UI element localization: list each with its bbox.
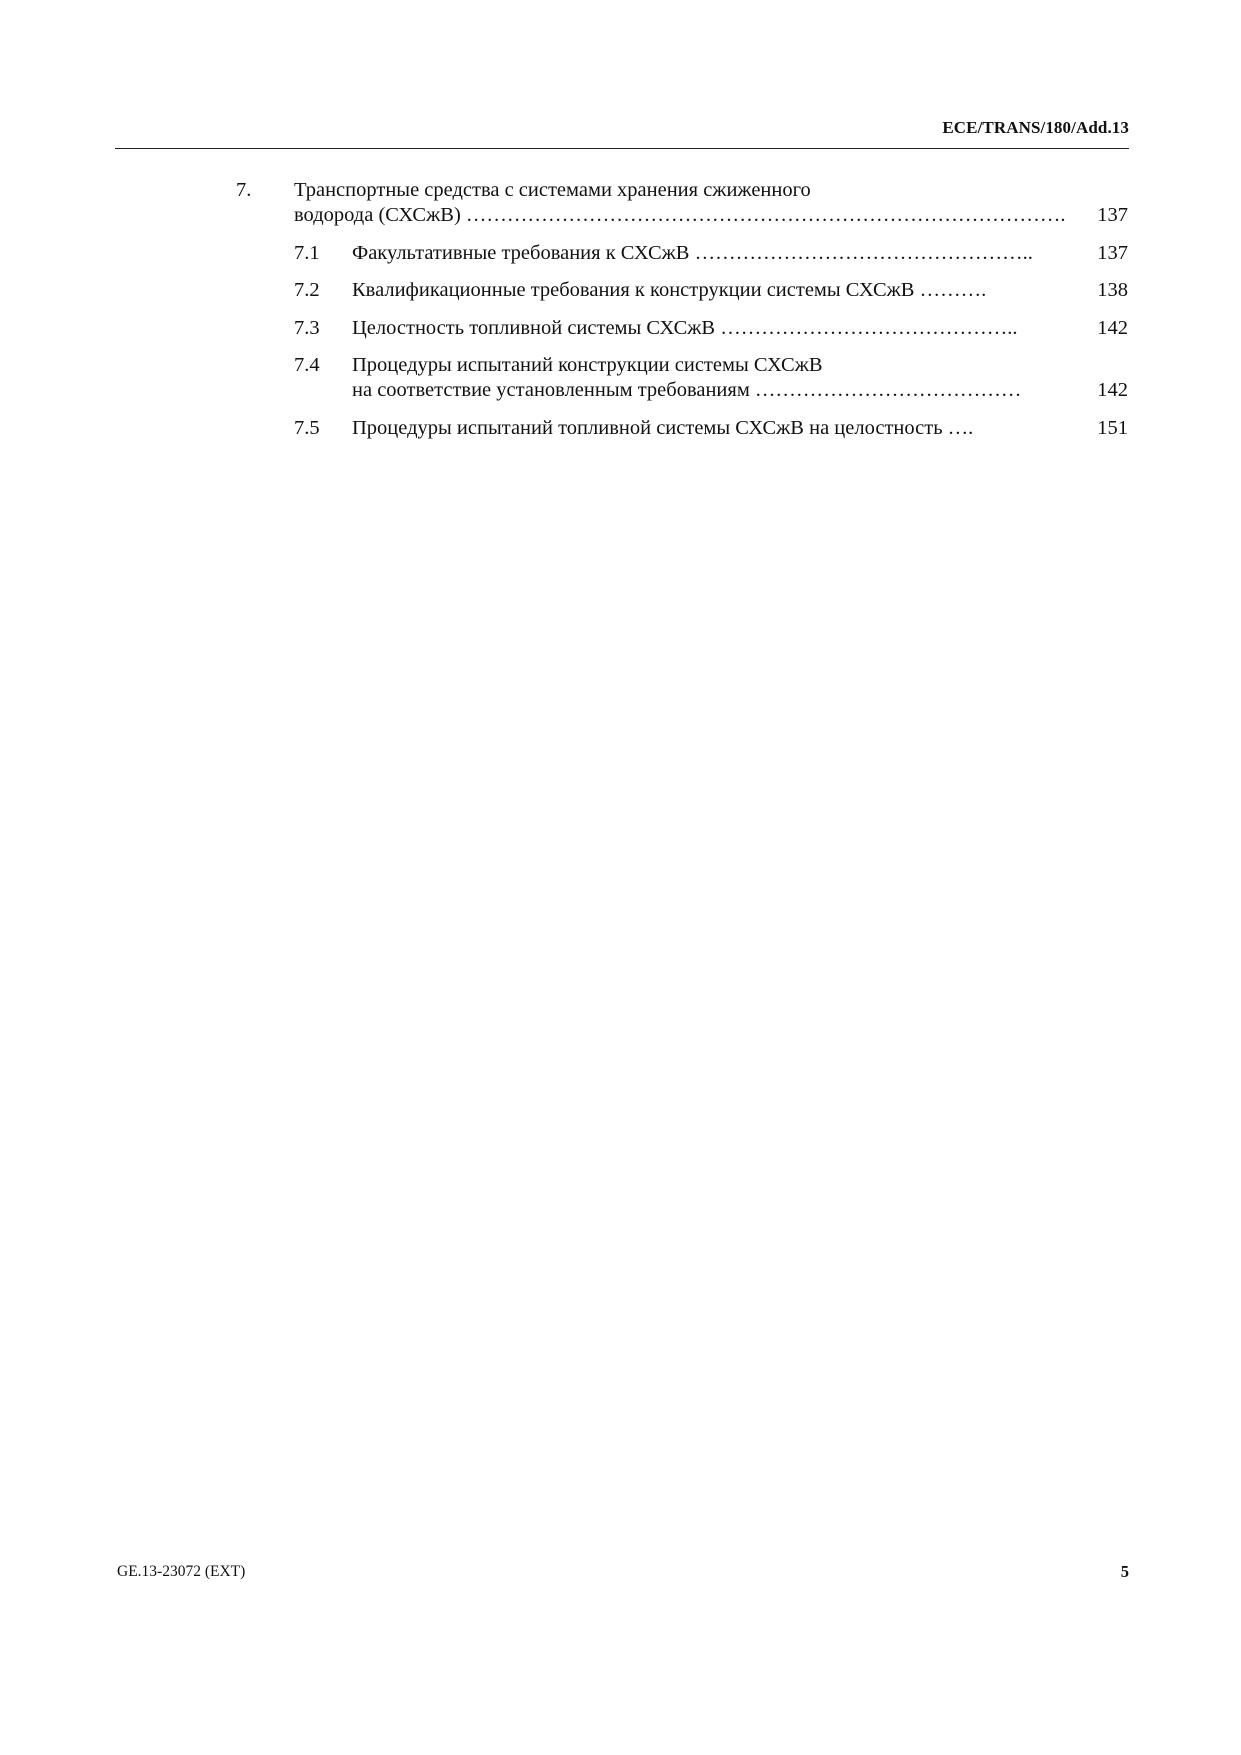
footer-job-number: GE.13-23072 (EXT)	[117, 1563, 246, 1580]
toc-entry-title: Целостность топливной системы СХСжВ ……………………………………..	[352, 317, 1018, 339]
footer-page-number: 5	[1120, 1562, 1129, 1581]
document-symbol: ECE/TRANS/180/Add.13	[942, 118, 1129, 137]
toc-entry-number: 7.2	[294, 279, 320, 301]
toc-entry-title-line2: на соответствие установленным требованиям …………………………………	[352, 379, 1022, 401]
toc-entry-number: 7.3	[294, 317, 320, 339]
toc-entry-title: Процедуры испытаний топливной системы СХСжВ на целостность ….	[352, 417, 974, 439]
header-rule	[115, 148, 1129, 149]
toc-entry-page: 142	[1097, 379, 1128, 401]
toc-entry-title-line1: Транспортные средства с системами хранения сжиженного	[294, 179, 811, 201]
toc-entry-title: Факультативные требования к СХСжВ …………………………………………..	[352, 242, 1033, 264]
toc-entry-title-line2: водорода (СХСжВ) …………………………………………………………………………….	[294, 204, 1066, 226]
toc-entry-number: 7.4	[294, 354, 320, 376]
toc-entry-page: 142	[1097, 317, 1128, 339]
toc-entry-title-line1: Процедуры испытаний конструкции системы СХСжВ	[352, 354, 823, 376]
toc-entry-page: 138	[1097, 279, 1128, 301]
toc-entry-page: 137	[1097, 204, 1128, 226]
toc-entry-number: 7.	[236, 179, 252, 201]
toc-entry-number: 7.5	[294, 417, 320, 439]
toc-entry-title: Квалификационные требования к конструкции системы СХСжВ ……….	[352, 279, 987, 301]
toc-entry-number: 7.1	[294, 242, 320, 264]
toc-entry-page: 151	[1097, 417, 1128, 439]
toc-entry-page: 137	[1097, 242, 1128, 264]
